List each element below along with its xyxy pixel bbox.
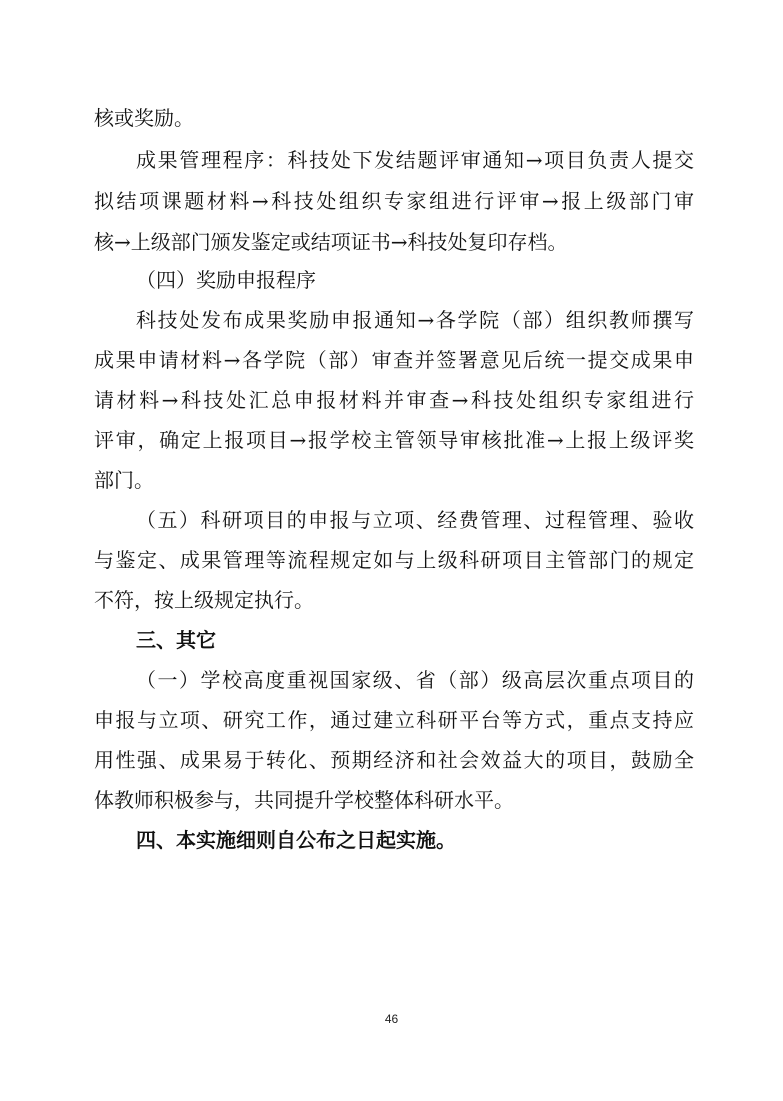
text-line: 体教师积极参与，共同提升学校整体科研水平。: [94, 788, 514, 812]
text-line: 申报与立项、研究工作，通过建立科研平台等方式，重点支持应: [94, 708, 694, 732]
text-line: 不符，按上级规定执行。: [94, 588, 314, 612]
text-line: 成果申请材料→各学院（部）审查并签署意见后统一提交成果申: [94, 348, 694, 372]
text-line: （五）科研项目的申报与立项、经费管理、过程管理、验收: [136, 508, 694, 532]
text-line: 与鉴定、成果管理等流程规定如与上级科研项目主管部门的规定: [94, 548, 694, 572]
text-line: 评审，确定上报项目→报学校主管领导审核批准→上报上级评奖: [94, 428, 694, 452]
text-line: （一）学校高度重视国家级、省（部）级高层次重点项目的: [136, 668, 694, 692]
page-number: 46: [384, 1012, 399, 1026]
text-line: 成果管理程序：科技处下发结题评审通知→项目负责人提交: [136, 148, 694, 172]
text-line: 用性强、成果易于转化、预期经济和社会效益大的项目，鼓励全: [94, 748, 694, 772]
section-heading: 四、本实施细则自公布之日起实施。: [136, 828, 456, 852]
text-line: 拟结项课题材料→科技处组织专家组进行评审→报上级部门审: [94, 189, 694, 213]
text-line: 科技处发布成果奖励申报通知→各学院（部）组织教师撰写: [136, 308, 694, 332]
section-subheading: （四）奖励申报程序: [136, 268, 316, 292]
section-heading: 三、其它: [136, 628, 216, 652]
text-line: 部门。: [94, 468, 154, 492]
text-line: 核或奖励。: [94, 106, 194, 130]
text-line: 请材料→科技处汇总申报材料并审查→科技处组织专家组进行: [94, 388, 694, 412]
text-line: 核→上级部门颁发鉴定或结项证书→科技处复印存档。: [94, 230, 568, 254]
